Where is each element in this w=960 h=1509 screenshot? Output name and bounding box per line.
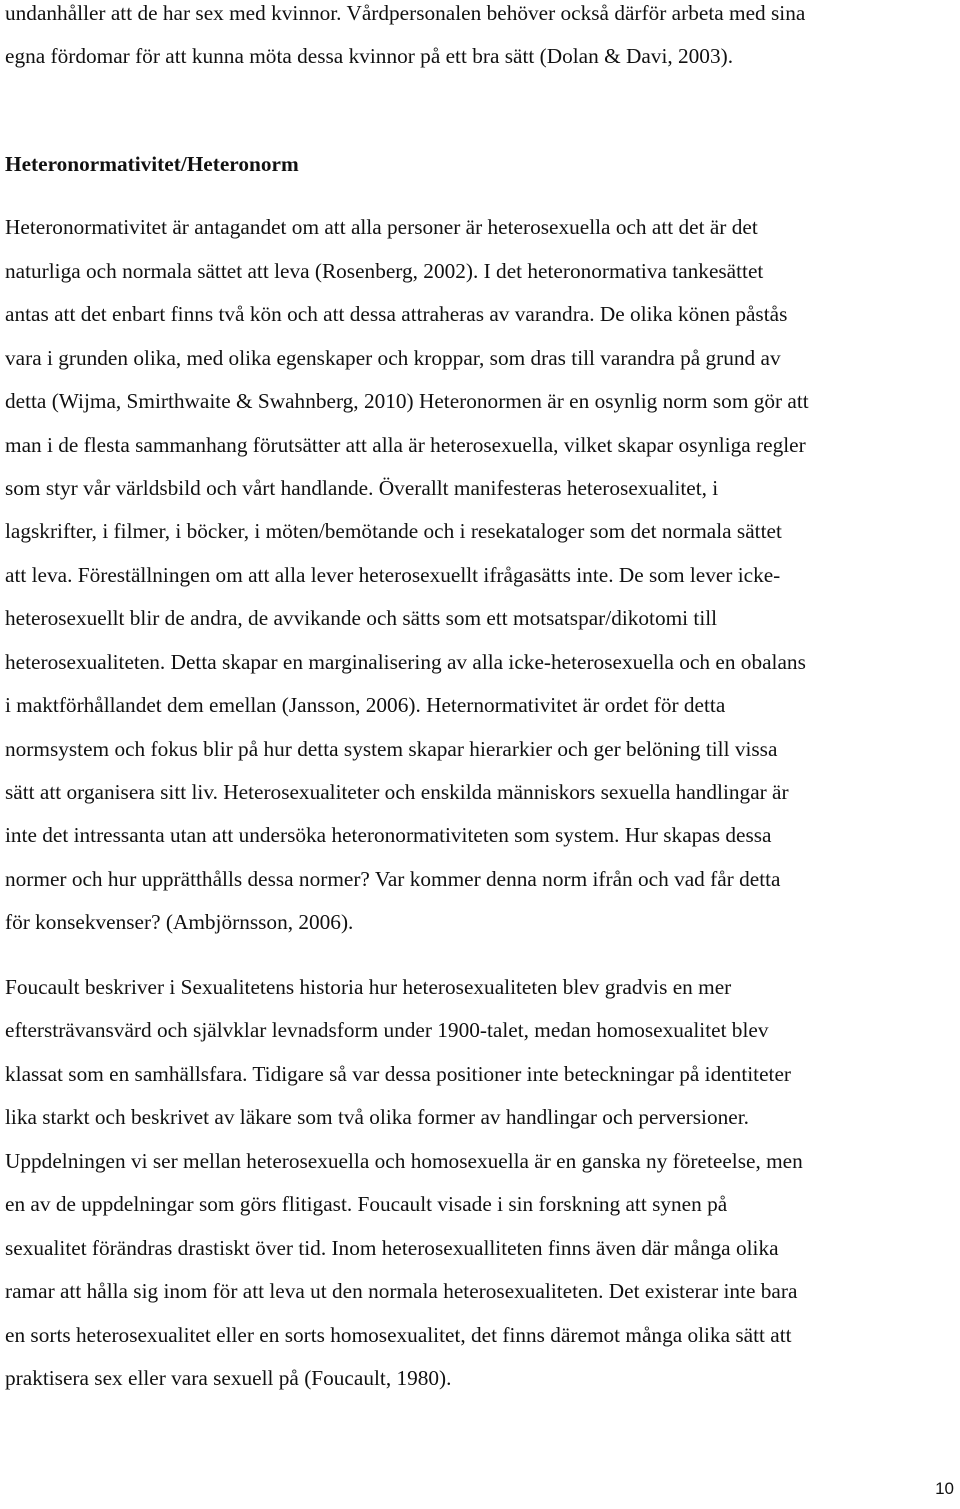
paragraph-line: heterosexualiteten. Detta skapar en marginalisering av alla icke-heterosexuella och en obalans [5, 650, 806, 674]
paragraph-line: vara i grunden olika, med olika egenskaper och kroppar, som dras till varandra på grund av [5, 346, 781, 370]
section-heading: Heteronormativitet/Heteronorm [5, 152, 299, 176]
paragraph-line: i maktförhållandet dem emellan (Jansson, 2006). Heternormativitet är ordet för detta [5, 693, 726, 717]
paragraph-line: heterosexuellt blir de andra, de avvikande och sätts som ett motsatspar/dikotomi till [5, 606, 718, 630]
paragraph-line: som styr vår världsbild och vårt handlande. Överallt manifesteras heterosexualitet, i [5, 476, 719, 500]
paragraph-line: naturliga och normala sättet att leva (Rosenberg, 2002). I det heteronormativa tankesättet [5, 259, 764, 283]
intro-line: undanhåller att de har sex med kvinnor. Vårdpersonalen behöver också därför arbeta med sina [5, 1, 806, 25]
paragraph-line: ramar att hålla sig inom för att leva ut den normala heterosexualiteten. Det existerar inte bara [5, 1279, 798, 1303]
paragraph-line: normsystem och fokus blir på hur detta system skapar hierarkier och ger belöning till vissa [5, 737, 778, 761]
paragraph-line: Heteronormativitet är antagandet om att alla personer är heterosexuella och att det är det [5, 215, 758, 239]
paragraph-line: lagskrifter, i filmer, i böcker, i möten/bemötande och i resekataloger som det normala sättet [5, 519, 782, 543]
paragraph-line: normer och hur upprätthålls dessa normer? Var kommer denna norm ifrån och vad får detta [5, 867, 781, 891]
paragraph-line: man i de flesta sammanhang förutsätter att alla är heterosexuella, vilket skapar osynliga regler [5, 433, 806, 457]
paragraph-line: sexualitet förändras drastiskt över tid. Inom heterosexualliteten finns även där många olika [5, 1236, 779, 1260]
paragraph-line: en av de uppdelningar som görs flitigast. Foucault visade i sin forskning att synen på [5, 1192, 728, 1216]
paragraph-line: eftersträvansvärd och självklar levnadsform under 1900-talet, medan homosexualitet blev [5, 1018, 769, 1042]
paragraph-line: att leva. Föreställningen om att alla lever heterosexuellt ifrågasätts inte. De som lever icke- [5, 563, 781, 587]
paragraph-line: praktisera sex eller vara sexuell på (Foucault, 1980). [5, 1366, 452, 1390]
paragraph-line: en sorts heterosexualitet eller en sorts homosexualitet, det finns däremot många olika sätt att [5, 1323, 792, 1347]
page-number: 10 [935, 1479, 954, 1498]
paragraph-line: för konsekvenser? (Ambjörnsson, 2006). [5, 910, 354, 934]
paragraph-line: Uppdelningen vi ser mellan heterosexuella och homosexuella är en ganska ny företeelse, men [5, 1149, 803, 1173]
paragraph-line: antas att det enbart finns två kön och att dessa attraheras av varandra. De olika könen påstås [5, 302, 788, 326]
paragraph-line: Foucault beskriver i Sexualitetens historia hur heterosexualiteten blev gradvis en mer [5, 975, 732, 999]
intro-line: egna fördomar för att kunna möta dessa kvinnor på ett bra sätt (Dolan & Davi, 2003). [5, 44, 734, 68]
paragraph-line: detta (Wijma, Smirthwaite & Swahnberg, 2010) Heteronormen är en osynlig norm som gör att [5, 389, 809, 413]
paragraph-line: lika starkt och beskrivet av läkare som två olika former av handlingar och perversioner. [5, 1105, 749, 1129]
paragraph-line: inte det intressanta utan att undersöka heteronormativiteten som system. Hur skapas dessa [5, 823, 772, 847]
paragraph-line: klassat som en samhällsfara. Tidigare så var dessa positioner inte beteckningar på identiteter [5, 1062, 791, 1086]
paragraph-line: sätt att organisera sitt liv. Heterosexualiteter och enskilda människors sexuella handlingar är [5, 780, 789, 804]
